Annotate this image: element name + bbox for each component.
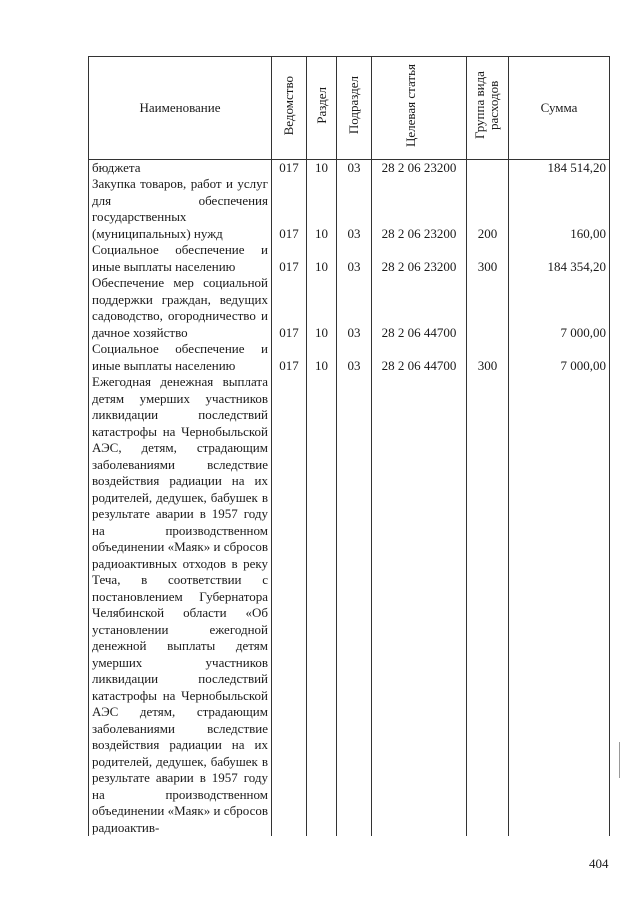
row-ved: 017	[272, 159, 307, 176]
row-name: Социальное обеспечение и иные выплаты населению	[89, 341, 272, 374]
row-gruppa: 200	[467, 176, 509, 242]
page-number: 404	[589, 856, 609, 871]
row-name: Обеспечение мер социальной поддержки граждан, ведущих садоводство, огородничество и дачное хозяйство	[89, 275, 272, 341]
row-gruppa: 300	[467, 341, 509, 374]
row-ved: 017	[272, 176, 307, 242]
row-celevaya: 28 2 06 44700	[372, 341, 467, 374]
row-razdel	[307, 374, 337, 836]
table-row	[89, 275, 610, 341]
table-row	[89, 176, 610, 242]
row-razdel: 10	[307, 341, 337, 374]
row-razdel: 10	[307, 159, 337, 176]
table-row	[89, 159, 610, 176]
row-gruppa	[467, 374, 509, 836]
header-podrazdel: Подраздел	[337, 57, 372, 160]
row-celevaya	[372, 374, 467, 836]
row-podrazdel: 03	[337, 159, 372, 176]
row-gruppa	[467, 275, 509, 341]
row-celevaya: 28 2 06 23200	[372, 176, 467, 242]
row-ved	[272, 374, 307, 836]
row-summa: 7 000,00	[509, 275, 610, 341]
row-summa: 160,00	[509, 176, 610, 242]
row-podrazdel: 03	[337, 242, 372, 275]
header-summa: Сумма	[509, 57, 610, 160]
header-gruppa: Группа вида расходов	[467, 57, 509, 160]
row-podrazdel: 03	[337, 275, 372, 341]
header-razdel: Раздел	[307, 57, 337, 160]
row-name: Ежегодная денежная выплата детям умерших участников ликвидации последствий катастрофы на Чернобыльской АЭС, детям, страдающим заболеваниями вследствие воздействия радиации на их родителей, дедушек, бабушек в результате аварии в 1957 году на производственном объединении «Маяк» и сбросов радиоактивных отходов в реку Теча, в соответствии с постановлением Губернатора Челябинской области «Об установлении ежегодной денежной выплаты детям умерших участников ликвидации последствий катастрофы на Чернобыльской АЭС детям, страдающим заболеваниями вследствие воздействия радиации на их родителей, дедушек, бабушек в результате аварии в 1957 году на производственном объединении «Маяк» и сбросов радиоактив-	[89, 374, 272, 836]
row-ved: 017	[272, 341, 307, 374]
row-summa	[509, 374, 610, 836]
row-name: бюджета	[89, 159, 272, 176]
row-ved: 017	[272, 242, 307, 275]
row-summa: 184 514,20	[509, 159, 610, 176]
row-podrazdel: 03	[337, 341, 372, 374]
row-celevaya: 28 2 06 23200	[372, 242, 467, 275]
row-podrazdel: 03	[337, 176, 372, 242]
row-gruppa: 300	[467, 242, 509, 275]
row-razdel: 10	[307, 242, 337, 275]
row-name: Закупка товаров, работ и услуг для обеспечения государственных (муниципальных) нужд	[89, 176, 272, 242]
row-razdel: 10	[307, 176, 337, 242]
row-summa: 184 354,20	[509, 242, 610, 275]
row-gruppa	[467, 159, 509, 176]
header-celevaya: Целевая статья	[372, 57, 467, 160]
row-name: Социальное обеспечение и иные выплаты населению	[89, 242, 272, 275]
row-ved: 017	[272, 275, 307, 341]
budget-table	[88, 56, 610, 836]
table-row	[89, 242, 610, 275]
scan-margin-mark	[619, 742, 620, 778]
row-summa: 7 000,00	[509, 341, 610, 374]
row-celevaya: 28 2 06 44700	[372, 275, 467, 341]
table-header-row	[89, 57, 610, 160]
table-row	[89, 341, 610, 374]
table-row	[89, 374, 610, 836]
header-name: Наименование	[89, 57, 272, 160]
row-podrazdel	[337, 374, 372, 836]
header-vedomstvo: Ведомство	[272, 57, 307, 160]
row-celevaya: 28 2 06 23200	[372, 159, 467, 176]
row-razdel: 10	[307, 275, 337, 341]
